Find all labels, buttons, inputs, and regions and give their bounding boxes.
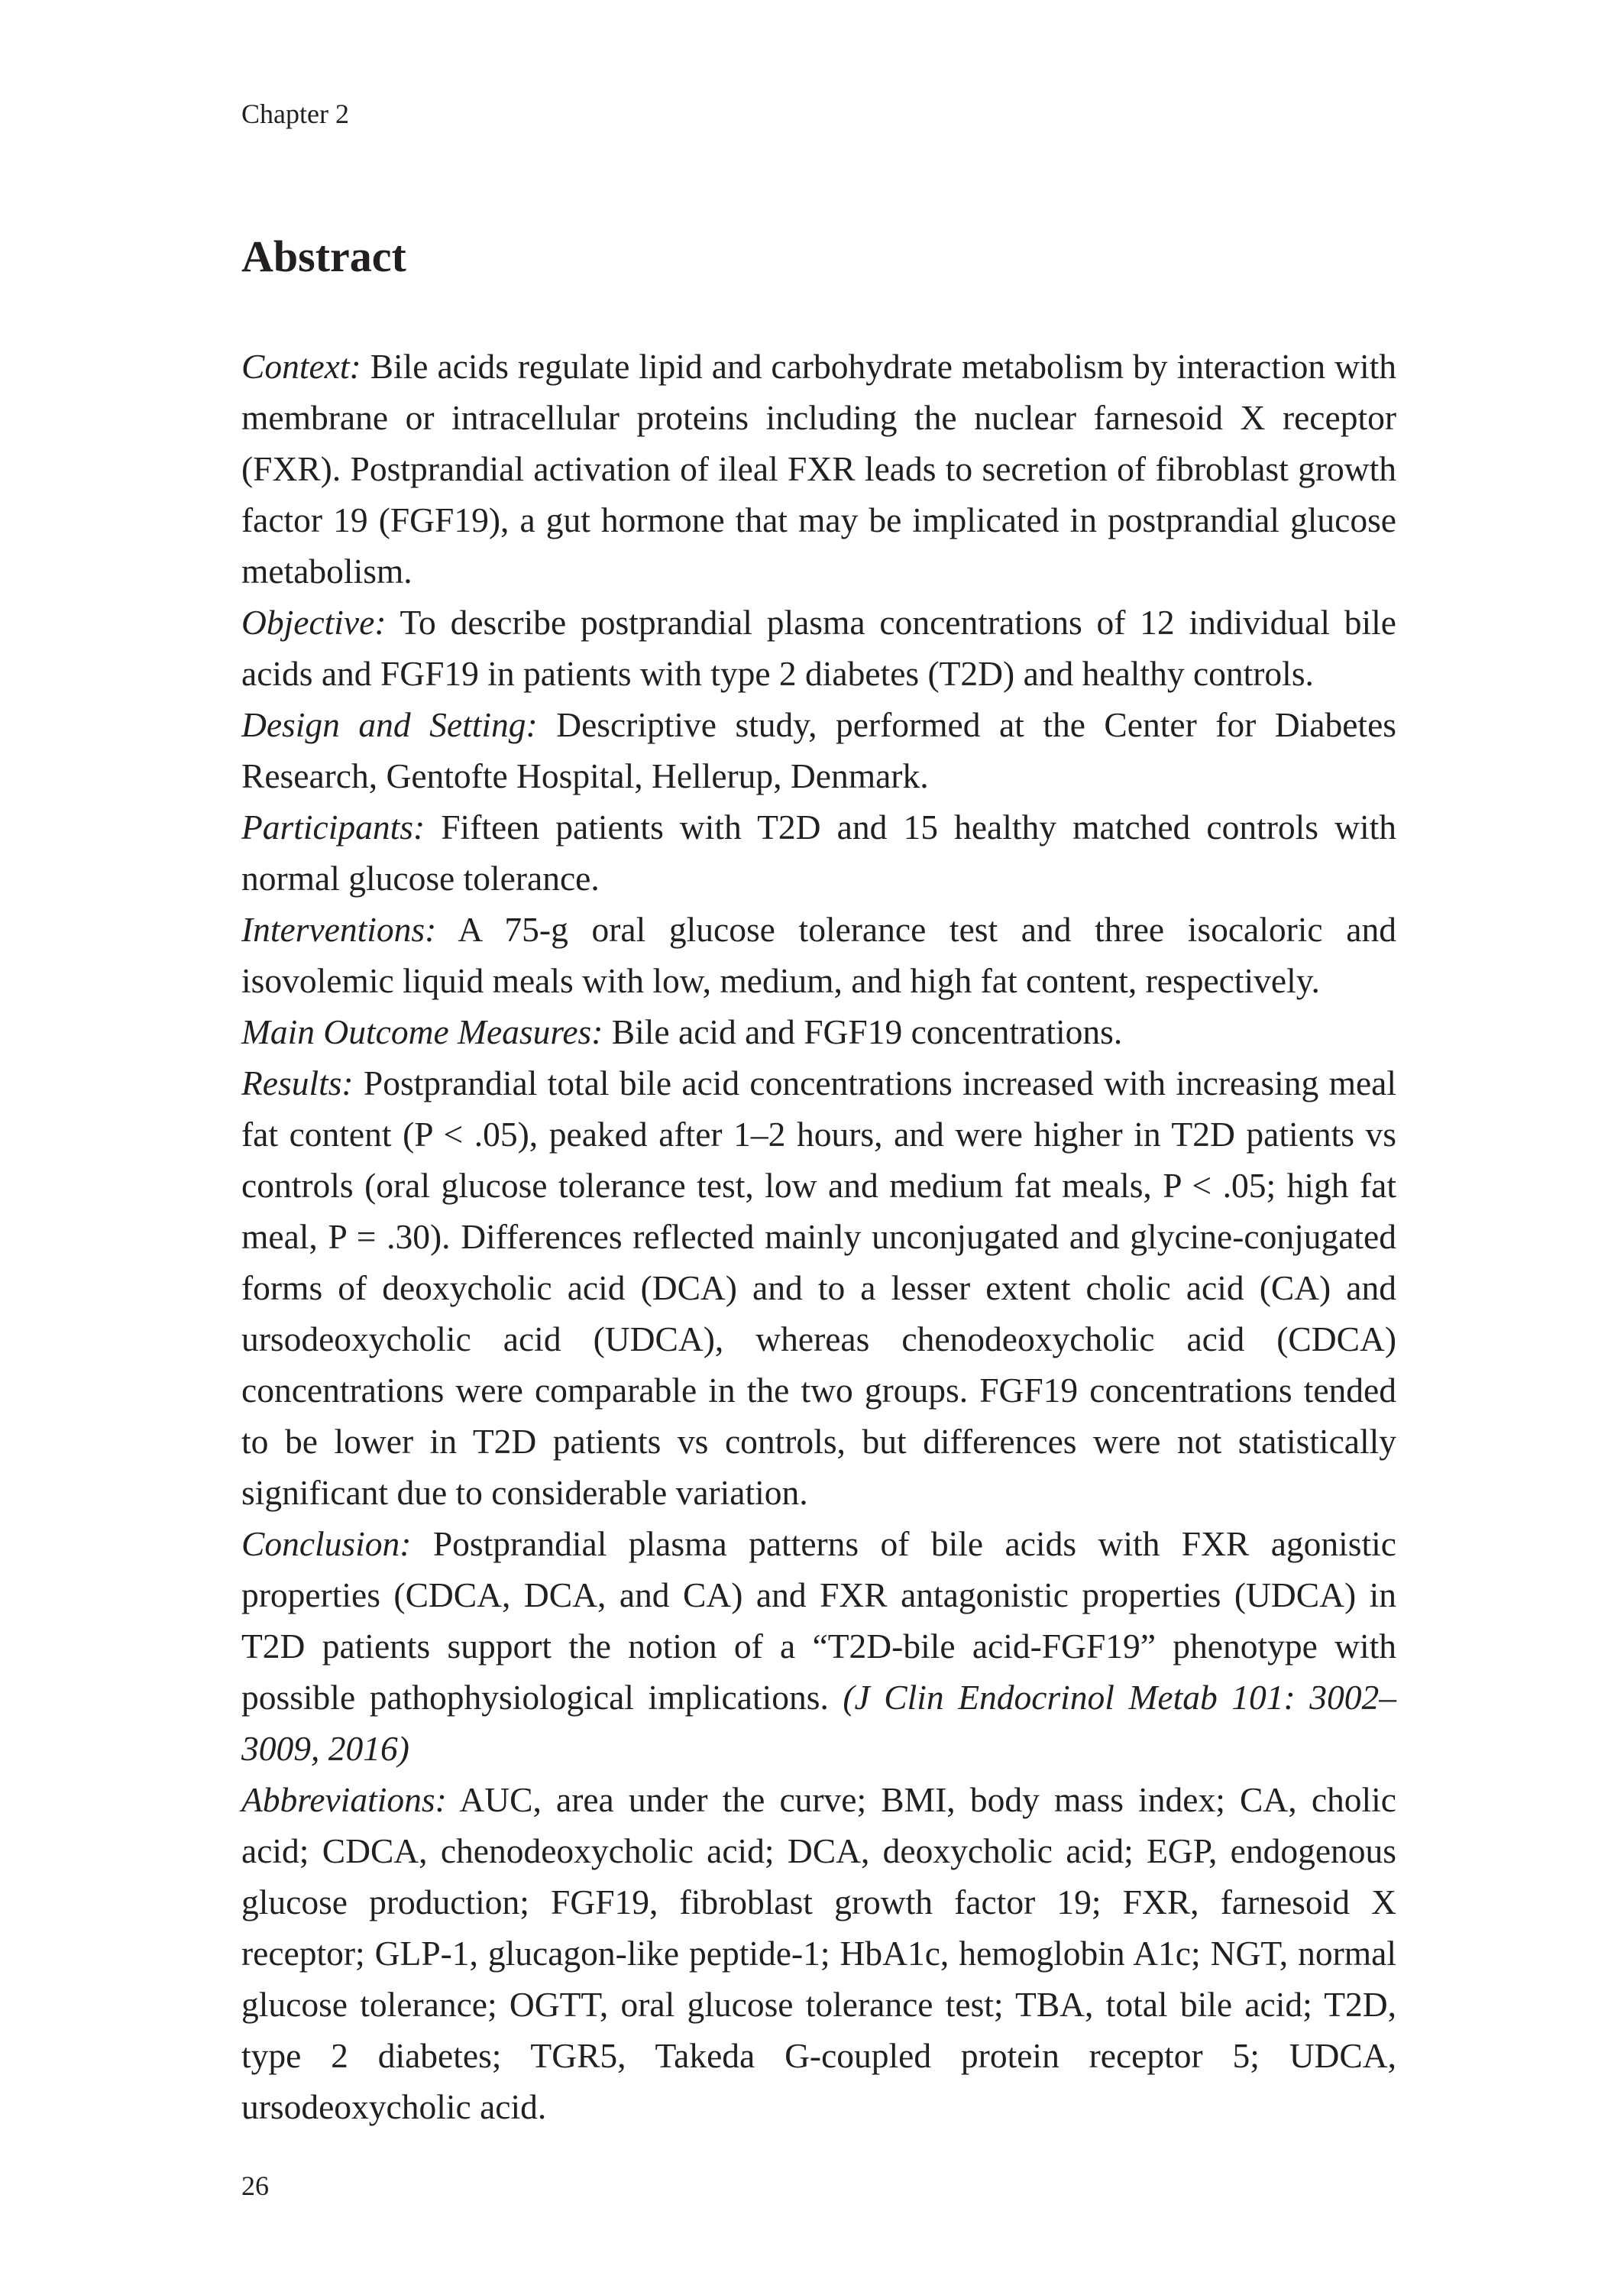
section-label: Abbreviations: xyxy=(241,1780,447,1819)
section-text: Descriptive study, performed at the Center for Diabetes Research, Gentofte Hospital, Hellerup, Denmark. xyxy=(241,705,1396,795)
section-label: Objective: xyxy=(241,603,387,642)
section-abbreviations xyxy=(241,1774,1396,2132)
section-results xyxy=(241,1057,1396,1518)
section-text: To describe postprandial plasma concentrations of 12 individual bile acids and FGF19 in patients with type 2 diabetes (T2D) and healthy controls. xyxy=(241,603,1396,693)
section-text: Postprandial plasma patterns of bile acids with FXR agonistic properties (CDCA, DCA, and CA) and FXR antagonistic properties (UDCA) in T2D patients support the notion of a “T2D-bile acid-FGF19” phenotype with possible pathophysiological implications. xyxy=(241,1524,1396,1717)
section-text: Bile acid and FGF19 concentrations. xyxy=(603,1012,1123,1051)
section-participants xyxy=(241,801,1396,904)
section-context xyxy=(241,341,1396,597)
page-title: Abstract xyxy=(241,231,406,281)
section-design xyxy=(241,699,1396,801)
section-text: Fifteen patients with T2D and 15 healthy matched controls with normal glucose tolerance. xyxy=(241,808,1396,898)
section-text: AUC, area under the curve; BMI, body mass index; CA, cholic acid; CDCA, chenodeoxycholic acid; DCA, deoxycholic acid; EGP, endogenous glucose production; FGF19, fibroblast growth factor 19; FXR, farnesoid X receptor; GLP-1, glucagon-like peptide-1; HbA1c, hemoglobin A1c; NGT, normal glucose tolerance; OGTT, oral glucose tolerance test; TBA, total bile acid; T2D, type 2 diabetes; TGR5, Takeda G-coupled protein receptor 5; UDCA, ursodeoxycholic acid. xyxy=(241,1780,1396,2126)
abstract-body xyxy=(241,341,1396,2132)
section-label: Participants: xyxy=(241,808,425,847)
section-label: Conclusion: xyxy=(241,1524,412,1563)
section-objective xyxy=(241,597,1396,699)
citation: (J Clin Endocrinol Metab 101: 3002–3009, 2016) xyxy=(241,1678,1396,1768)
section-text: Bile acids regulate lipid and carbohydrate metabolism by interaction with membrane or intracellular proteins including the nuclear farnesoid X receptor (FXR). Postprandial activation of ileal FXR leads to secretion of fibroblast growth factor 19 (FGF19), a gut hormone that may be implicated in postprandial glucose metabolism. xyxy=(241,347,1396,591)
section-label: Results: xyxy=(241,1063,354,1102)
section-text: A 75-g oral glucose tolerance test and three isocaloric and isovolemic liquid meals with low, medium, and high fat content, respectively. xyxy=(241,910,1396,1000)
section-label: Design and Setting: xyxy=(241,705,538,744)
section-text: Postprandial total bile acid concentrations increased with increasing meal fat content (P < .05), peaked after 1–2 hours, and were higher in T2D patients vs controls (oral glucose tolerance test, low and medium fat meals, P < .05; high fat meal, P = .30). Differences reflected mainly unconjugated and glycine-conjugated forms of deoxycholic acid (DCA) and to a lesser extent cholic acid (CA) and ursodeoxycholic acid (UDCA), whereas chenodeoxycholic acid (CDCA) concentrations were comparable in the two groups. FGF19 concentrations tended to be lower in T2D patients vs controls, but differences were not statistically significant due to considerable variation. xyxy=(241,1063,1396,1512)
running-head: Chapter 2 xyxy=(241,99,349,129)
section-conclusion xyxy=(241,1518,1396,1774)
page-number: 26 xyxy=(241,2171,269,2201)
section-outcome-measures xyxy=(241,1006,1396,1057)
section-label: Context: xyxy=(241,347,361,386)
section-interventions xyxy=(241,904,1396,1006)
section-label: Interventions: xyxy=(241,910,437,949)
section-label: Main Outcome Measures: xyxy=(241,1012,603,1051)
